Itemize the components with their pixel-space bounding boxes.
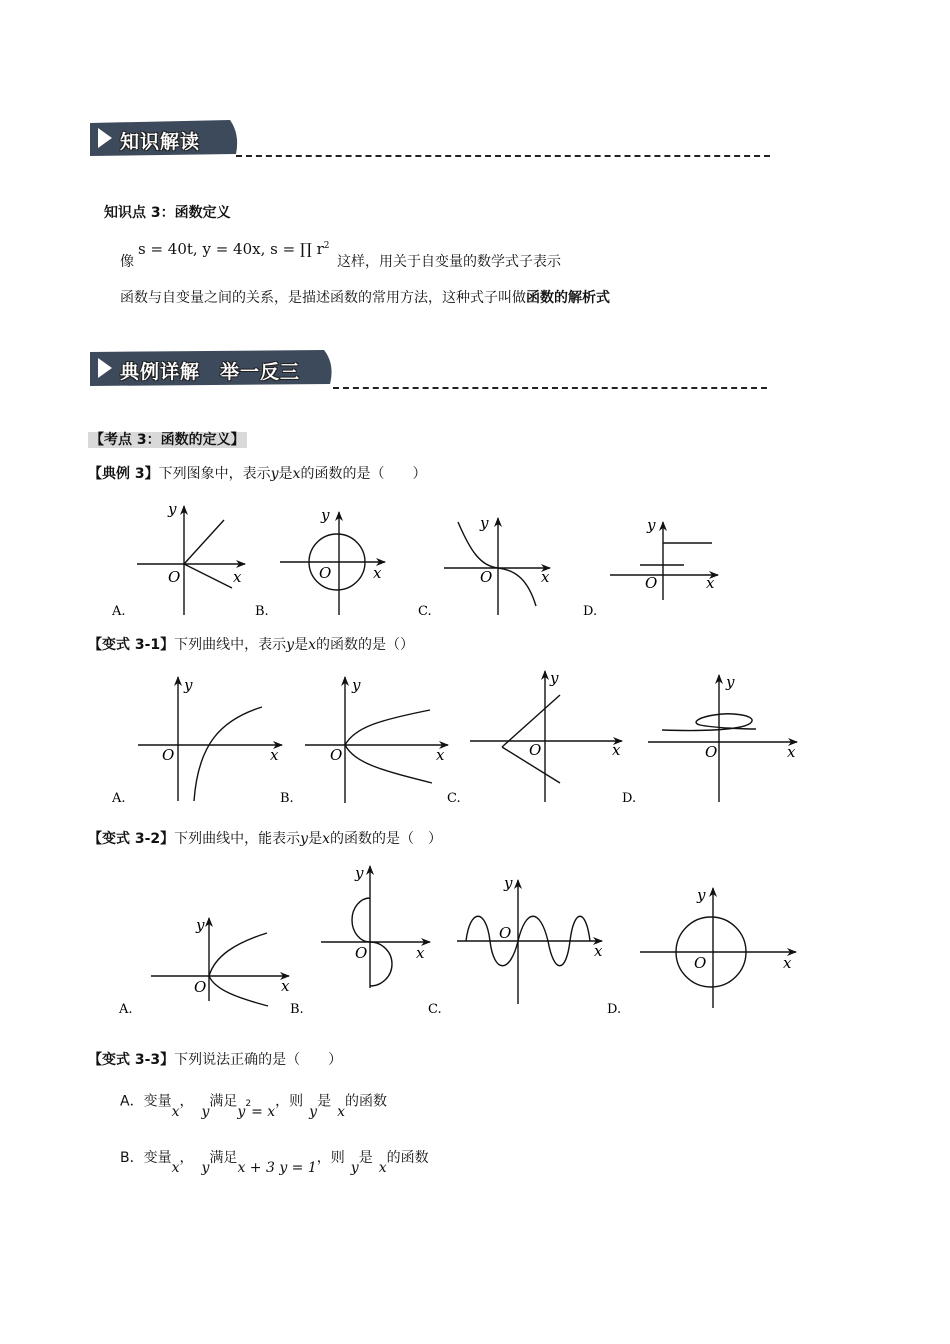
option-text: ，则 [316,1150,345,1166]
graph-b [321,866,430,988]
knowledge-line2-text: 函数与自变量之间的关系，是描述函数的常用方法，这种式子叫做 [120,290,526,306]
graph-c [444,518,550,615]
axis-y-label: y [504,874,513,892]
section-banner-examples [90,350,335,386]
equation-exponent: 2 [245,1099,252,1109]
origin-label: O [499,924,512,942]
axis-y-label: y [352,676,361,694]
section-banner-knowledge [90,120,240,156]
kaodian-label [88,430,247,450]
axis-x-label: x [783,954,792,972]
var-y: y [300,831,309,847]
var-x: x [337,1103,345,1120]
option-d-label: D. [607,1002,622,1017]
graph-d [610,522,718,600]
graph-stroke [370,942,392,986]
origin-label: O [705,743,718,761]
var-x: x [378,1160,387,1176]
question-text: 是 [278,466,293,482]
origin-label: O [694,954,707,972]
axis-x-label: x [594,942,603,960]
origin-label: O [168,568,181,586]
option-text: 是 [317,1093,332,1110]
graph-stroke [502,695,560,747]
knowledge-line1-prefix: 像 [120,254,134,270]
axis-x-label: x [233,568,242,586]
axis-y-label: y [196,916,205,934]
variant3-option-a [120,1088,387,1122]
var-x: x [308,637,316,653]
variant2-question [88,829,442,849]
option-b-label: B. [280,791,294,806]
axis-y-label: y [726,673,735,691]
option-c-label: C. [418,604,432,619]
option-text: 是 [358,1150,373,1166]
var-x: x [322,831,330,847]
graph-a [137,506,245,615]
option-b-label: B. [255,604,269,619]
question-label: 【变式 3-1】 [88,637,175,653]
equation-rest: = x [251,1103,276,1120]
var-y: y [350,1160,359,1176]
knowledge-heading: 知识点 3：函数定义 [104,205,231,221]
origin-label: O [480,568,493,586]
graph-a [138,677,282,801]
var-y: y [201,1103,210,1120]
axis-y-label: y [321,506,330,524]
origin-label: O [319,564,332,582]
variant2-graphs [0,858,950,1023]
knowledge-line1-suffix: 这样，用关于自变量的数学式子表示 [337,254,561,270]
graph-stroke [352,898,370,942]
var-y: y [270,466,279,482]
option-text: ，则 [275,1093,304,1110]
option-text: ， [179,1150,194,1166]
question-text: 是 [294,637,309,653]
equation: x + 3 y = 1 [237,1160,317,1176]
question-label: 【典例 3】 [88,466,159,482]
option-a-label: A. [119,1002,133,1017]
graph-d [648,675,797,802]
formula-exponent: 2 [323,241,330,251]
graph-stroke [458,522,536,606]
var-y: y [201,1160,210,1176]
var-y: y [286,637,295,653]
axis-y-label: y [550,669,559,687]
axis-y-label: y [697,886,706,904]
axis-x-label: x [706,574,715,592]
axis-x-label: x [281,977,290,995]
axis-x-label: x [373,564,382,582]
axis-x-label: x [787,743,796,761]
example3-graphs [0,490,950,625]
question-text: 的函数的是（ ） [300,466,427,482]
option-text: A．变量 [120,1093,172,1110]
origin-label: O [529,741,542,759]
option-text: ， [179,1093,194,1110]
origin-label: O [355,944,368,962]
graph-stroke [184,520,224,564]
knowledge-formula [138,240,330,258]
banner-divider [333,387,767,389]
question-text: 的函数的是（） [316,637,414,653]
graph-c [470,671,622,802]
question-text: 下列说法正确的是（ ） [174,1052,343,1068]
variant3-question [88,1050,342,1070]
question-text: 下列曲线中，能表示 [174,831,301,847]
option-d-label: D. [622,791,637,806]
graph-b [305,677,448,803]
graph-b [280,512,385,615]
var-x: x [171,1160,180,1176]
axis-y-label: y [355,864,364,882]
graph-stroke [184,564,232,588]
origin-label: O [645,574,658,592]
axis-x-label: x [612,741,621,759]
graph-stroke [209,933,268,1006]
question-label: 【变式 3-2】 [88,831,175,847]
graph-a [151,918,289,1006]
banner-divider [236,155,770,157]
option-text: B．变量 [120,1150,172,1166]
variant1-graphs [0,665,950,810]
question-text: 的函数的是（ ） [330,831,442,847]
option-c-label: C. [447,791,461,806]
option-text: 满足 [209,1093,238,1110]
variant1-question [88,635,414,655]
origin-label: O [194,978,207,996]
axis-y-label: y [168,500,177,518]
option-c-label: C. [428,1002,442,1017]
banner-title: 典例详解 举一反三 [120,361,301,383]
example3-question [88,464,426,484]
option-text: 的函数 [344,1093,387,1110]
axis-x-label: x [270,746,279,764]
graph-d [640,888,796,1008]
axis-y-label: y [184,676,193,694]
axis-x-label: x [416,944,425,962]
knowledge-line2 [120,288,610,308]
option-b-label: B. [290,1002,304,1017]
banner-title: 知识解读 [120,131,201,153]
var-y: y [309,1103,318,1120]
question-text: 下列图象中，表示 [158,466,271,482]
option-d-label: D. [583,604,598,619]
origin-label: O [330,746,343,764]
origin-label: O [162,746,175,764]
var-x: x [292,466,301,482]
graph-stroke [345,710,432,783]
axis-x-label: x [541,568,550,586]
axis-y-label: y [647,516,656,534]
option-a-label: A. [112,791,126,806]
question-text: 下列曲线中，表示 [174,637,287,653]
kaodian-text: 【考点 3：函数的定义】 [90,432,245,448]
question-text: 是 [308,831,323,847]
option-text: 满足 [209,1150,238,1166]
question-label: 【变式 3-3】 [88,1052,175,1068]
knowledge-keyword: 函数的解析式 [526,290,610,306]
option-a-label: A. [112,604,126,619]
graph-c [457,880,602,1004]
equation-y: y [237,1103,246,1120]
var-x: x [171,1103,180,1120]
formula-text: s = 40t, y = 40x, s = ∏ r [138,240,324,258]
variant3-option-b [120,1148,429,1182]
graph-stroke [194,707,262,801]
axis-x-label: x [436,746,445,764]
option-text: 的函数 [386,1150,429,1166]
graph-stroke [662,714,756,731]
axis-y-label: y [480,514,489,532]
